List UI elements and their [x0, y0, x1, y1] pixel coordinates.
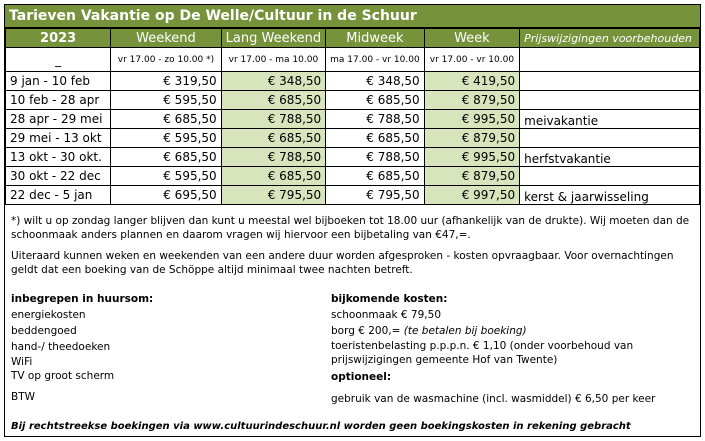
booking-paragraph: Uiteraard kunnen weken en weekenden van een andere duur worden afgesproken - kosten opvraagbaar. Voor overnachtingen geldt dat een boeking van de Schöppe altijd minimaal twee nachten betreft.	[11, 250, 674, 276]
lang-weekend-price: € 685,50	[221, 129, 325, 148]
weekend-price: € 319,50	[111, 72, 221, 91]
included-item: TV op groot scherm	[11, 370, 115, 382]
weekend-price: € 595,50	[111, 129, 221, 148]
weekend-price: € 595,50	[111, 167, 221, 186]
times-weekend: vr 17.00 - zo 10.00 *)	[111, 48, 221, 72]
times-row-label: _	[6, 48, 111, 72]
lang-weekend-price: € 795,50	[221, 186, 325, 205]
col-header-weekend: Weekend	[111, 29, 221, 48]
included-item: hand-/ theedoeken	[11, 341, 111, 353]
weekend-price: € 685,50	[111, 148, 221, 167]
remark-cell	[520, 129, 700, 148]
midweek-price: € 348,50	[326, 72, 425, 91]
period-cell: 30 okt - 22 dec	[6, 167, 111, 186]
remark-cell: herfstvakantie	[520, 148, 700, 167]
period-cell: 10 feb - 28 apr	[6, 91, 111, 110]
price-change-note: Prijswijzigingen voorbehouden	[520, 29, 700, 48]
remark-cell	[520, 72, 700, 91]
remark-cell	[520, 167, 700, 186]
rates-table	[5, 28, 700, 205]
table-row	[6, 186, 700, 205]
included-item: energiekosten	[11, 309, 86, 321]
year-header: 2023	[6, 29, 111, 48]
midweek-price: € 685,50	[326, 129, 425, 148]
times-week: vr 17.00 - vr 10.00	[424, 48, 519, 72]
week-price: € 879,50	[424, 91, 519, 110]
booking-link-note: Bij rechtstreekse boekingen via www.cultuurindeschuur.nl worden geen boekingskosten in rekening gebracht	[11, 421, 631, 432]
midweek-price: € 795,50	[326, 186, 425, 205]
page-title: Tarieven Vakantie op De Welle/Cultuur in de Schuur	[5, 5, 700, 28]
midweek-price: € 685,50	[326, 167, 425, 186]
table-row	[6, 110, 700, 129]
included-heading: inbegrepen in huursom:	[11, 293, 154, 305]
remark-cell	[520, 91, 700, 110]
rates-sheet	[4, 4, 701, 437]
tourist-tax: toeristenbelasting p.p.p.n. € 1,10 (onder voorbehoud van prijswijzigingen gemeente Hof van Twente)	[331, 340, 634, 366]
included-item: WiFi	[11, 356, 33, 368]
table-row	[6, 72, 700, 91]
period-cell: 29 mei - 13 okt	[6, 129, 111, 148]
deposit-line	[331, 323, 696, 339]
footnote: *) wilt u op zondag langer blijven dan kunt u meestal wel bijboeken tot 18.00 uur (afhankelijk van de drukte). Wij moeten dan de schoonmaak anders plannen en daarom vragen wij hiervoor een bijbetaling van €47,=.	[11, 215, 690, 241]
table-row	[6, 91, 700, 110]
washing-machine-cost: gebruik van de wasmachine (incl. wasmiddel) € 6,50 per keer	[331, 393, 656, 405]
times-row	[6, 48, 700, 72]
col-header-midweek: Midweek	[326, 29, 425, 48]
lang-weekend-price: € 685,50	[221, 167, 325, 186]
weekend-price: € 595,50	[111, 91, 221, 110]
week-price: € 997,50	[424, 186, 519, 205]
period-cell: 22 dec - 5 jan	[6, 186, 111, 205]
included-item: BTW	[11, 391, 35, 403]
midweek-price: € 788,50	[326, 148, 425, 167]
included-section	[11, 291, 311, 405]
deposit-amount: borg € 200,=	[331, 325, 401, 337]
week-price: € 995,50	[424, 110, 519, 129]
week-price: € 995,50	[424, 148, 519, 167]
extra-heading: bijkomende kosten:	[331, 293, 448, 305]
times-lang-weekend: vr 17.00 - ma 10.00	[221, 48, 325, 72]
remark-cell: meivakantie	[520, 110, 700, 129]
lang-weekend-price: € 788,50	[221, 110, 325, 129]
col-header-week: Week	[424, 29, 519, 48]
period-cell: 9 jan - 10 feb	[6, 72, 111, 91]
table-row	[6, 129, 700, 148]
included-item: beddengoed	[11, 325, 77, 337]
cleaning-cost: schoonmaak € 79,50	[331, 309, 441, 321]
lang-weekend-price: € 685,50	[221, 91, 325, 110]
col-header-lang-weekend: Lang Weekend	[221, 29, 325, 48]
lang-weekend-price: € 348,50	[221, 72, 325, 91]
week-price: € 879,50	[424, 129, 519, 148]
period-cell: 28 apr - 29 mei	[6, 110, 111, 129]
week-price: € 419,50	[424, 72, 519, 91]
extra-costs-section	[331, 291, 696, 407]
deposit-note: (te betalen bij boeking)	[403, 325, 527, 337]
midweek-price: € 685,50	[326, 91, 425, 110]
table-row	[6, 148, 700, 167]
weekend-price: € 685,50	[111, 110, 221, 129]
times-midweek: ma 17.00 - vr 10.00	[326, 48, 425, 72]
times-blank	[520, 48, 700, 72]
period-cell: 13 okt - 30 okt.	[6, 148, 111, 167]
table-header-row	[6, 29, 700, 48]
midweek-price: € 788,50	[326, 110, 425, 129]
weekend-price: € 695,50	[111, 186, 221, 205]
optional-heading: optioneel:	[331, 371, 392, 383]
table-row	[6, 167, 700, 186]
lang-weekend-price: € 788,50	[221, 148, 325, 167]
week-price: € 879,50	[424, 167, 519, 186]
remark-cell: kerst & jaarwisseling	[520, 186, 700, 205]
